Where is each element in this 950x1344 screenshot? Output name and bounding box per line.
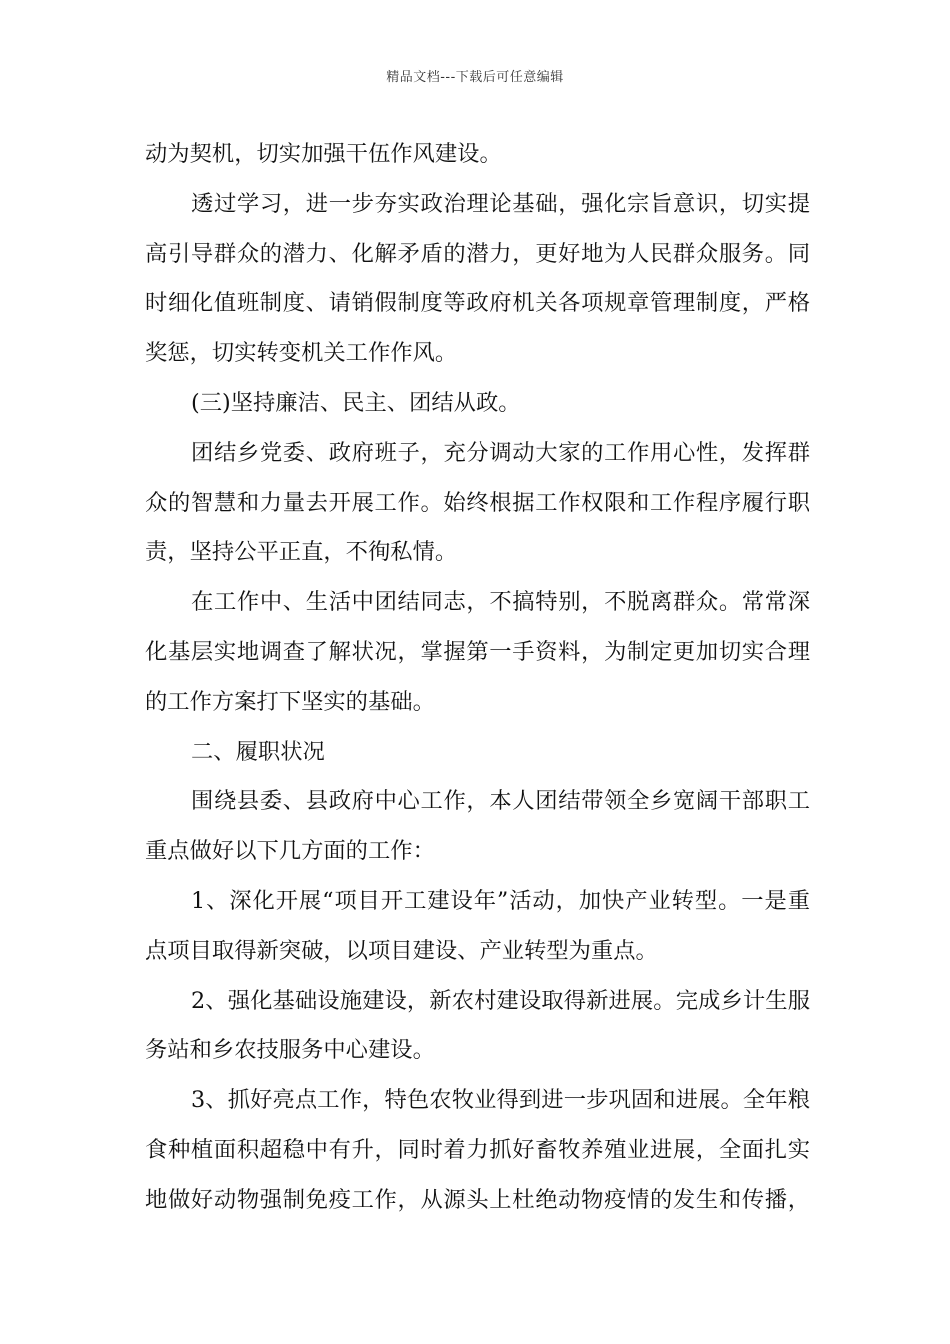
text-line: 的工作方案打下坚实的基础。 <box>145 688 435 715</box>
text-line: 责，坚持公平正直，不徇私情。 <box>145 539 458 566</box>
document-body <box>145 130 810 1226</box>
text-line: 团结乡党委、政府班子，充分调动大家的工作用心性，发挥群 <box>191 439 810 466</box>
text-line: 重点做好以下几方面的工作： <box>145 838 435 865</box>
text-line: 时细化值班制度、请销假制度等政府机关各项规章管理制度，严格 <box>145 290 810 317</box>
text-line: 二、履职状况 <box>191 738 325 765</box>
text-line: 3、抓好亮点工作，特色农牧业得到进一步巩固和进展。全年粮 <box>191 1087 810 1114</box>
text-line: 透过学习，进一步夯实政治理论基础，强化宗旨意识，切实提 <box>191 190 810 217</box>
text-line: 化基层实地调查了解状况，掌握第一手资料，为制定更加切实合理 <box>145 638 810 665</box>
text-line: 食种植面积超稳中有升，同时着力抓好畜牧养殖业进展，全面扎实 <box>145 1136 810 1163</box>
text-line: 2、强化基础设施建设，新农村建设取得新进展。完成乡计生服 <box>191 987 810 1014</box>
text-line: 众的智慧和力量去开展工作。始终根据工作权限和工作程序履行职 <box>145 489 810 516</box>
text-line: 动为契机，切实加强干伍作风建设。 <box>145 141 502 167</box>
text-line: (三)坚持廉洁、民主、团结从政。 <box>191 389 521 416</box>
text-line: 奖惩，切实转变机关工作作风。 <box>145 340 458 367</box>
text-line: 高引导群众的潜力、化解矛盾的潜力，更好地为人民群众服务。同 <box>145 240 810 267</box>
page-header: 精品文档---下载后可任意编辑 <box>386 70 564 85</box>
text-line: 务站和乡农技服务中心建设。 <box>145 1037 435 1064</box>
text-line: 围绕县委、县政府中心工作，本人团结带领全乡宽阔干部职工 <box>191 788 810 815</box>
text-line: 地做好动物强制免疫工作，从源头上杜绝动物疫情的发生和传播， <box>145 1186 810 1213</box>
text-line: 1、深化开展“项目开工建设年”活动，加快产业转型。一是重 <box>191 887 811 914</box>
text-line: 点项目取得新突破，以项目建设、产业转型为重点。 <box>145 937 658 964</box>
text-line: 在工作中、生活中团结同志，不搞特别，不脱离群众。常常深 <box>191 589 810 616</box>
